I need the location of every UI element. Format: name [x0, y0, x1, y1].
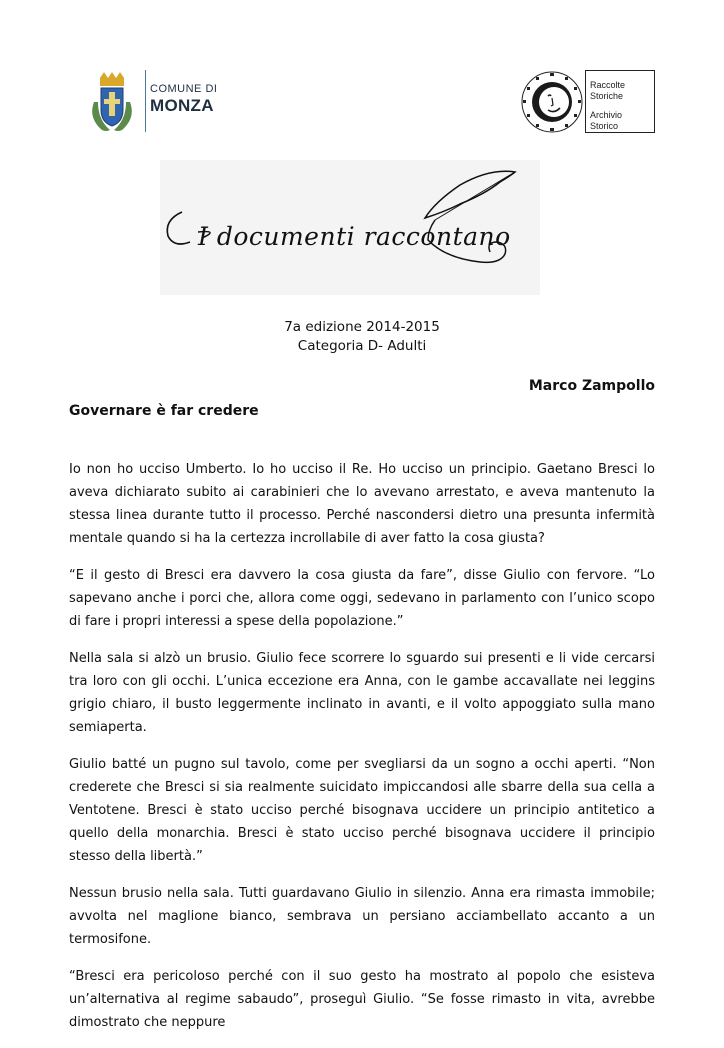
raccolte-line: Storico [590, 121, 619, 131]
paragraph: “E il gesto di Bresci era davvero la cosa giusta da fare”, disse Giulio con fervore. “Lo sapevano anche i porci che, allora come oggi, sedevano in parlamento con l’unico scopo di fare i propri interessi a spese della popolazione.” [69, 568, 655, 629]
story-body [69, 458, 655, 1048]
story-title: Governare è far credere [69, 403, 259, 419]
documenti-banner [160, 160, 540, 295]
paragraph: “Bresci era pericoloso perché con il suo gesto ha mostrato al popolo che esisteva un’alternativa al regime sabaudo”, proseguì Giulio. “Se fosse rimasto in vita, avrebbe dimostrato che neppure [69, 969, 655, 1030]
raccolte-line [590, 102, 625, 110]
banner-script-title: I documenti raccontano [198, 222, 511, 251]
raccolte-line: Storiche [590, 91, 624, 101]
monza-coat-of-arms-icon [84, 72, 140, 136]
logo-separator [145, 70, 146, 132]
category-line: Categoria D- Adulti [297, 338, 427, 354]
edition-info [0, 318, 724, 356]
comune-name [150, 84, 217, 114]
raccolte-line: Raccolte [590, 80, 626, 90]
paragraph: Giulio batté un pugno sul tavolo, come per svegliarsi da un sogno a occhi aperti. “Non crederete che Bresci si sia realmente suicidato impiccandosi alle sbarre della sua cella a Ventotene. Bresci è stato ucciso perché bisognava uccidere un principio antitetico a quello della monarchia. Bresci è stato ucciso perché bisognava uccidere il principio stesso della libertà.” [69, 757, 655, 864]
paragraph: Io non ho ucciso Umberto. Io ho ucciso il Re. Ho ucciso un principio. Gaetano Bresci lo aveva dichiarato subito ai carabinieri che lo avevano arrestato, e aveva mantenuto la stessa linea durante tutto il processo. Perché nascondersi dietro una presunta infermità mentale quando si ha la certezza incrollabile di aver fatto la cosa giusta? [69, 462, 655, 546]
author-name: Marco Zampollo [528, 378, 655, 394]
comune-line2: MONZA [150, 96, 214, 115]
raccolte-label [590, 80, 625, 132]
paragraph: Nessun brusio nella sala. Tutti guardavano Giulio in silenzio. Anna era rimasta immobile; avvolta nel maglione bianco, sembrava un persiano acciambellato accanto a un termosifone. [69, 886, 655, 947]
biblioteca-civica-monza-seal-icon [520, 70, 584, 134]
comune-line1: COMUNE DI [150, 83, 218, 95]
paragraph: Nella sala si alzò un brusio. Giulio fece scorrere lo sguardo sui presenti e li vide cercarsi tra loro con gli occhi. L’unica eccezione era Anna, con le gambe accavallate nei leggins grigio chiaro, il busto leggermente inclinato in avanti, e il volto appoggiato sulla mano semiaperta. [69, 651, 655, 735]
comune-logo [84, 72, 140, 136]
edition-line: 7a edizione 2014-2015 [284, 319, 440, 335]
biblioteca-seal [520, 70, 590, 134]
raccolte-line: Archivio [590, 110, 623, 120]
